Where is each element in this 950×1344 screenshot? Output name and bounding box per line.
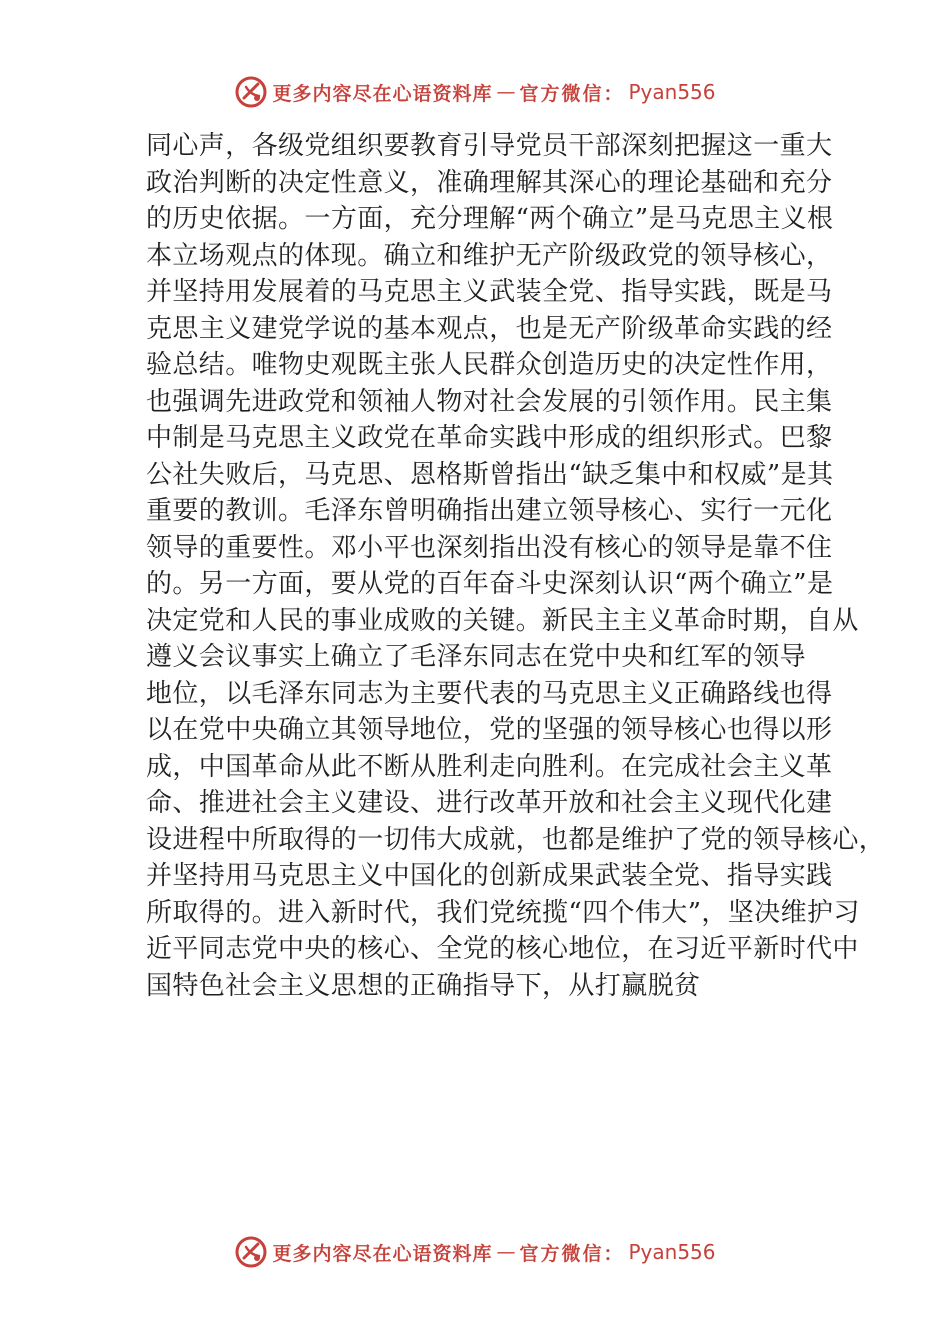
body-text-line: 以在党中央确立其领导地位，党的坚强的领导核心也得以形 — [146, 715, 833, 745]
body-text-line: 克思主义建党学说的基本观点，也是无产阶级革命实践的经 — [146, 313, 833, 344]
wechat-label: 官方微信： — [519, 82, 625, 105]
banner-separator: — — [496, 1241, 516, 1263]
body-text-line: 成，中国革命从此不断从胜利走向胜利。在完成社会主义革 — [146, 751, 833, 782]
body-text-line: 国特色社会主义思想的正确指导下，从打赢脱贫 — [146, 970, 701, 1001]
header-banner-content — [234, 75, 715, 109]
wechat-label: 官方微信： — [519, 1242, 625, 1265]
footer-banner — [0, 1230, 950, 1274]
banner-separator: — — [496, 81, 516, 103]
brand-logo-icon — [234, 75, 268, 109]
footer-banner-content — [234, 1235, 715, 1269]
header-banner — [0, 70, 950, 114]
brand-text: 更多内容尽在心语资料库 — [272, 82, 493, 105]
body-text-line: 也强调先进政党和领袖人物对社会发展的引领作用。民主集 — [146, 386, 833, 417]
wechat-id: Pyan556 — [628, 1240, 716, 1264]
brand-text: 更多内容尽在心语资料库 — [272, 1242, 493, 1265]
body-text-line: 的历史依据。一方面，充分理解“两个确立”是马克思主义根 — [146, 204, 834, 234]
body-text-line: 命、推进社会主义建设、进行改革开放和社会主义现代化建 — [146, 788, 833, 818]
body-text-line: 政治判断的决定性意义，准确理解其深心的理论基础和充分 — [146, 167, 833, 198]
body-text-line: 地位，以毛泽东同志为主要代表的马克思主义正确路线也得 — [146, 678, 833, 709]
wechat-id: Pyan556 — [628, 80, 716, 104]
body-text-line: 同心声，各级党组织要教育引导党员干部深刻把握这一重大 — [146, 131, 833, 161]
document-body — [146, 128, 886, 1004]
body-text-line: 并坚持用马克思主义中国化的创新成果武装全党、指导实践 — [146, 861, 833, 891]
body-text-line: 验总结。唯物史观既主张人民群众创造历史的决定性作用， — [146, 350, 833, 380]
body-text-line: 并坚持用发展着的马克思主义武装全党、指导实践，既是马 — [146, 277, 833, 307]
body-text-line: 公社失败后，马克思、恩格斯曾指出“缺乏集中和权威”是其 — [146, 459, 834, 490]
body-text-line: 重要的教训。毛泽东曾明确指出建立领导核心、实行一元化 — [146, 496, 833, 526]
body-text-line: 决定党和人民的事业成败的关键。新民主主义革命时期，自从 — [146, 605, 859, 636]
body-text-line: 领导的重要性。邓小平也深刻指出没有核心的领导是靠不住 — [146, 532, 833, 563]
brand-logo-icon — [234, 1235, 268, 1269]
body-text-line: 本立场观点的体现。确立和维护无产阶级政党的领导核心， — [146, 240, 833, 271]
body-text-line: 遵义会议事实上确立了毛泽东同志在党中央和红军的领导 — [146, 642, 807, 672]
body-text-line: 的。另一方面，要从党的百年奋斗史深刻认识“两个确立”是 — [146, 569, 834, 599]
body-text-line: 设进程中所取得的一切伟大成就，也都是维护了党的领导核心， — [146, 824, 886, 855]
body-text-line: 中制是马克思主义政党在革命实践中形成的组织形式。巴黎 — [146, 423, 833, 453]
body-text-line: 近平同志党中央的核心、全党的核心地位，在习近平新时代中 — [146, 934, 859, 964]
body-text-line: 所取得的。进入新时代，我们党统揽“四个伟大”，坚决维护习 — [146, 897, 860, 928]
